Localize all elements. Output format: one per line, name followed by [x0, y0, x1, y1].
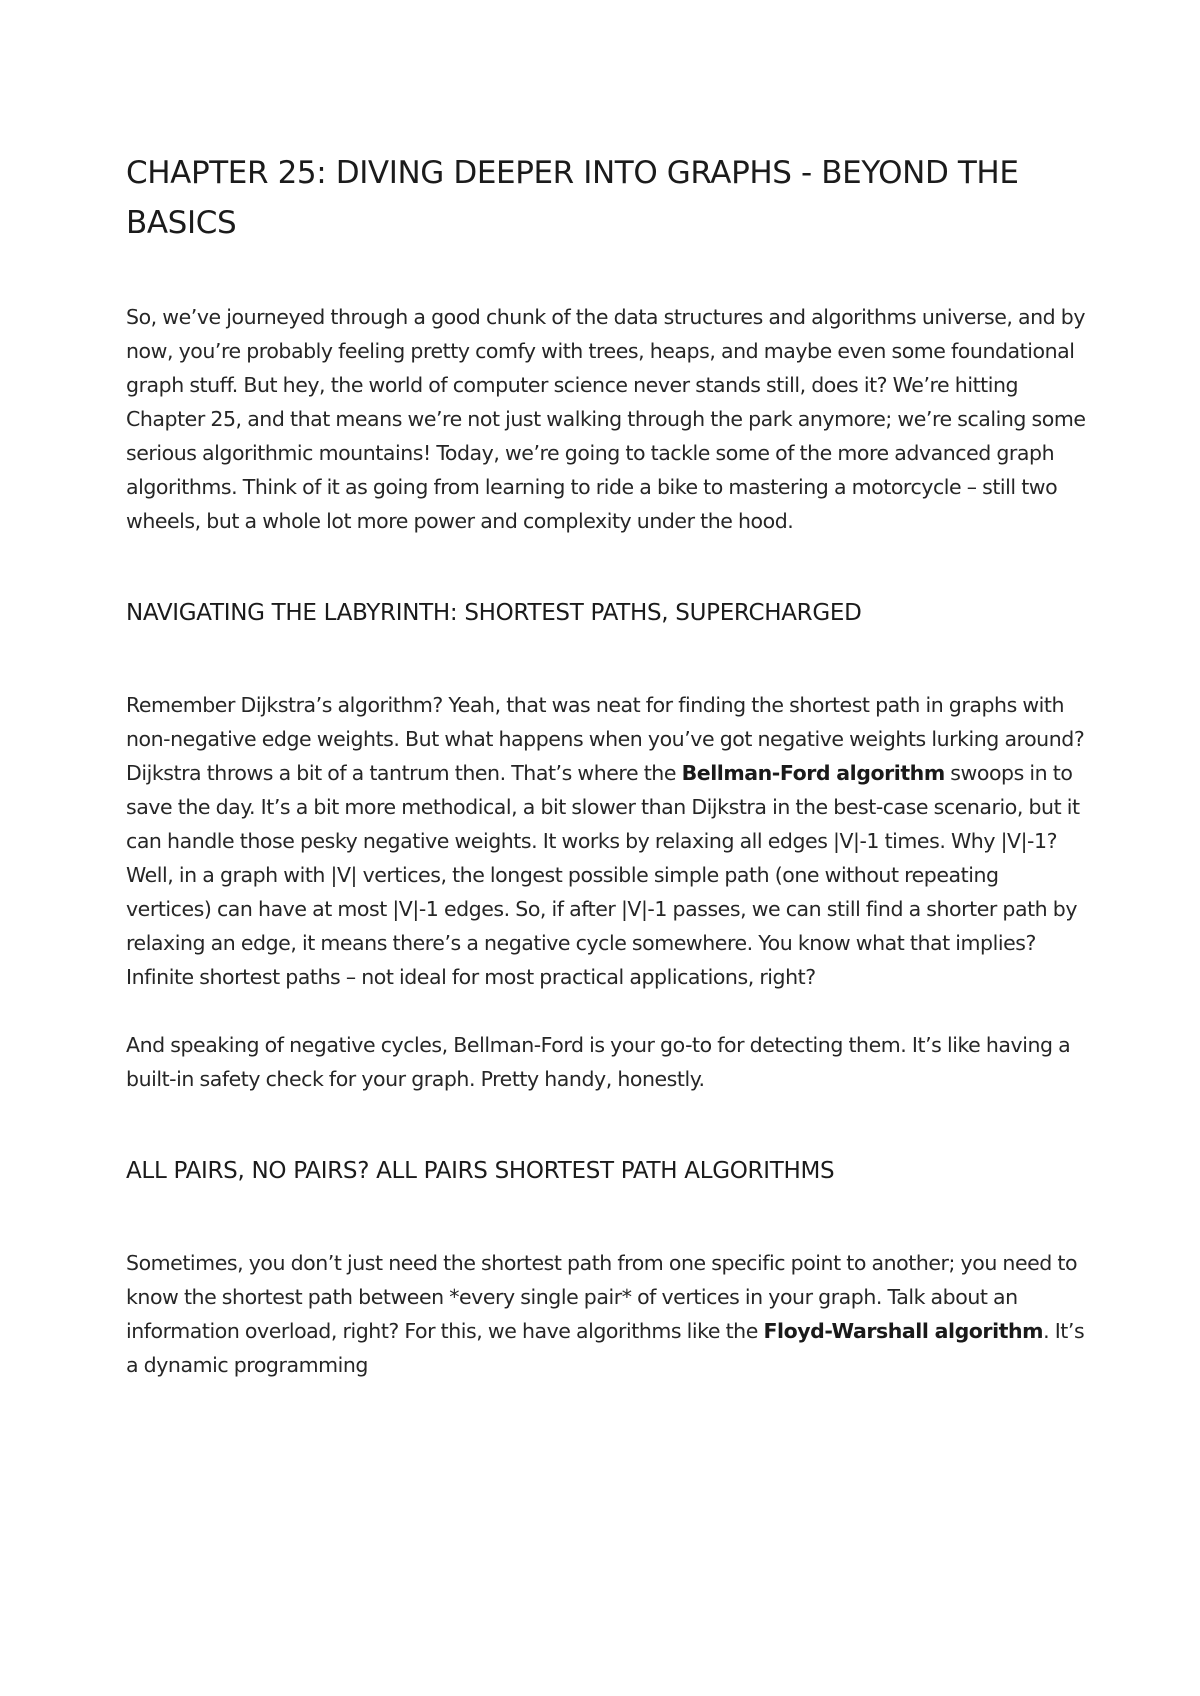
floyd-warshall-text-before: Sometimes, you don’t just need the shortest path from one specific point to another; you need to know the shortest path between *every single pair* of vertices in your graph. Talk about an information overload, right? For this, we have algorithms like the [126, 1251, 1078, 1343]
section-heading-all-pairs: ALL PAIRS, NO PAIRS? ALL PAIRS SHORTEST PATH ALGORITHMS [126, 1158, 835, 1184]
bellman-ford-text-before: Remember Dijkstra’s algorithm? Yeah, that was neat for finding the shortest path in graphs with non-negative edge weights. But what happens when you’ve got negative weights lurking around? Dijkstra throws a bit of a tantrum then. That’s where the [126, 693, 1085, 785]
floyd-warshall-paragraph [126, 1246, 1086, 1382]
negative-cycles-paragraph: And speaking of negative cycles, Bellman-Ford is your go-to for detecting them. It’s like having a built-in safety check for your graph. Pretty handy, honestly. [126, 1033, 1071, 1091]
document-page [126, 148, 1086, 1416]
section-heading-shortest-paths: NAVIGATING THE LABYRINTH: SHORTEST PATHS, SUPERCHARGED [126, 600, 862, 626]
bellman-ford-term: Bellman-Ford algorithm [681, 761, 945, 785]
chapter-title: CHAPTER 25: DIVING DEEPER INTO GRAPHS - BEYOND THE BASICS [126, 155, 1019, 241]
bellman-ford-paragraph [126, 688, 1086, 994]
floyd-warshall-text-after: . It’s a dynamic programming [126, 1319, 1085, 1377]
bellman-ford-text-after: swoops in to save the day. It’s a bit more methodical, a bit slower than Dijkstra in the best-case scenario, but it can handle those pesky negative weights. It works by relaxing all edges |V|-1 times. Why |V|-1? Well, in a graph with |V| vertices, the longest possible simple path (one without repeating vertices) can have at most |V|-1 edges. So, if after |V|-1 passes, we can still find a shorter path by relaxing an edge, it means there’s a negative cycle somewhere. You know what that implies? Infinite shortest paths – not ideal for most practical applications, right? [126, 761, 1080, 989]
intro-paragraph: So, we’ve journeyed through a good chunk of the data structures and algorithms universe, and by now, you’re probably feeling pretty comfy with trees, heaps, and maybe even some foundational graph stuff. But hey, the world of computer science never stands still, does it? We’re hitting Chapter 25, and that means we’re not just walking through the park anymore; we’re scaling some serious algorithmic mountains! Today, we’re going to tackle some of the more advanced graph algorithms. Think of it as going from learning to ride a bike to mastering a motorcycle – still two wheels, but a whole lot more power and complexity under the hood. [126, 305, 1086, 533]
floyd-warshall-term: Floyd-Warshall algorithm [763, 1319, 1044, 1343]
